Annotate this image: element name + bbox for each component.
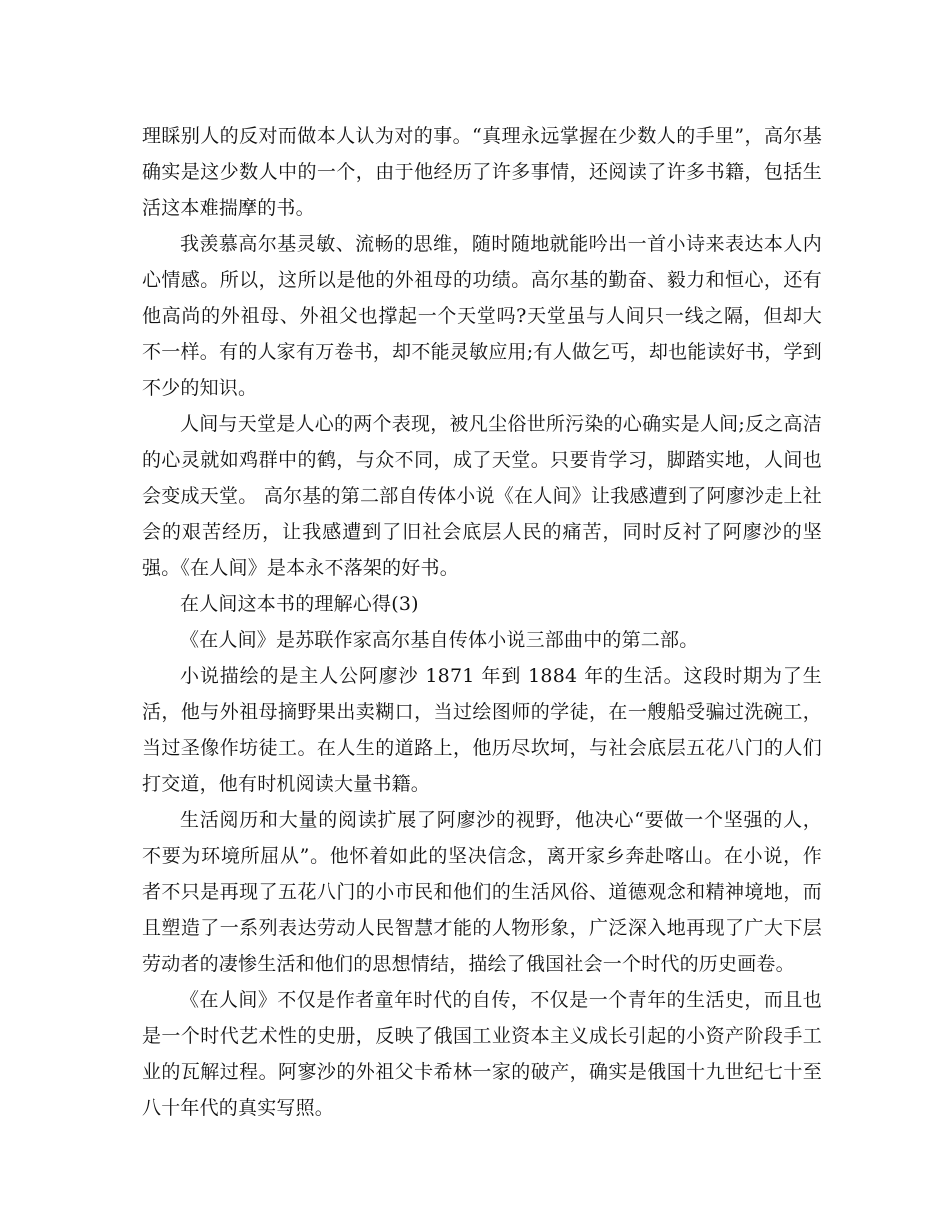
paragraph-6: 生活阅历和大量的阅读扩展了阿廖沙的视野，他决心“要做一个坚强的人，不要为环境所屈从”。他怀着如此的坚决信念，离开家乡奔赴喀山。在小说，作者不只是再现了五花八门的小市民和他们的生活风俗、道德观念和精神境地，而且塑造了一系列表达劳动人民智慧才能的人物形象，广泛深入地再现了广大下层劳动者的凄惨生活和他们的思想情结，描绘了俄国社会一个时代的历史画卷。 (142, 809, 822, 975)
paragraph-7: 《在人间》不仅是作者童年时代的自传，不仅是一个青年的生活史，而且也是一个时代艺术性的史册，反映了俄国工业资本主义成长引起的小资产阶段手工业的瓦解过程。阿寥沙的外祖父卡希林一家的破产，确实是俄国十九世纪七十至八十年代的真实写照。 (142, 989, 822, 1119)
paragraph-3: 人间与天堂是人心的两个表现，被凡尘俗世所污染的心确实是人间;反之高洁的心灵就如鸡群中的鹤，与众不同，成了天堂。只要肯学习，脚踏实地，人间也会变成天堂。 高尔基的第二部自传体小说《在人间》让我感遭到了阿廖沙走上社会的艰苦经历，让我感遭到了旧社会底层人民的痛苦，同时反衬了阿廖沙的坚强。《在人间》是本永不落架的好书。 (142, 413, 822, 579)
paragraph-1: 理睬别人的反对而做本人认为对的事。“真理永远掌握在少数人的手里”，高尔基确实是这少数人中的一个，由于他经历了许多事情，还阅读了许多书籍，包括生活这本难揣摩的书。 (142, 125, 822, 219)
document-body (142, 118, 822, 1126)
paragraph-5: 小说描绘的是主人公阿廖沙 1871 年到 1884 年的生活。这段时期为了生活，他与外祖母摘野果出卖糊口，当过绘图师的学徒，在一艘船受骗过洗碗工，当过圣像作坊徒工。在人生的道路上，他历尽坎坷，与社会底层五花八门的人们打交道，他有时机阅读大量书籍。 (142, 665, 822, 795)
paragraph-2: 我羡慕高尔基灵敏、流畅的思维，随时随地就能吟出一首小诗来表达本人内心情感。所以，这所以是他的外祖母的功绩。高尔基的勤奋、毅力和恒心，还有他高尚的外祖母、外祖父也撑起一个天堂吗?天堂虽与人间只一线之隔，但却大不一样。有的人家有万卷书，却不能灵敏应用;有人做乞丐，却也能读好书，学到不少的知识。 (142, 233, 822, 399)
section-heading: 在人间这本书的理解心得(3) (180, 593, 419, 615)
paragraph-4: 《在人间》是苏联作家高尔基自传体小说三部曲中的第二部。 (180, 629, 699, 651)
